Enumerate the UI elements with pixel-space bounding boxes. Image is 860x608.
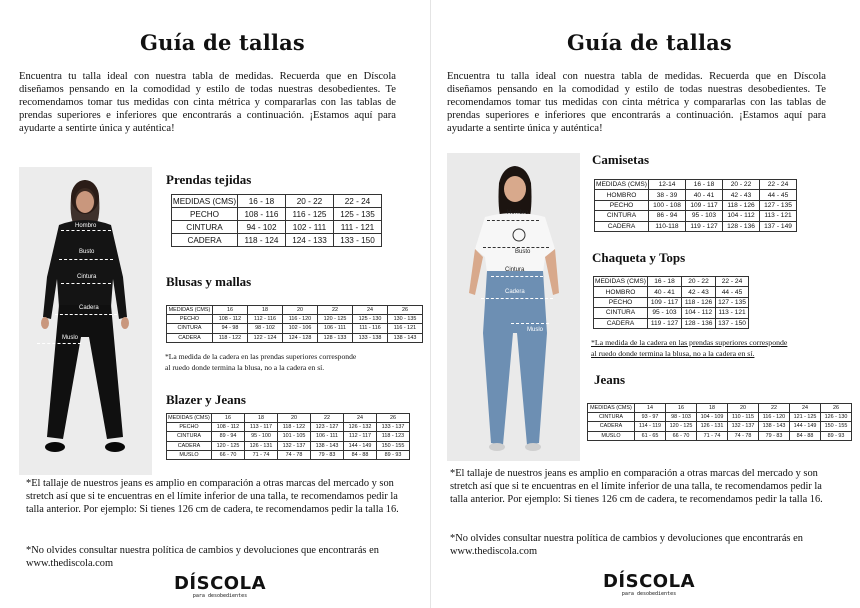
right-page — [431, 0, 860, 608]
size-range-cell: 144 - 149 — [790, 422, 821, 431]
table-header-cell: 22 — [311, 414, 344, 423]
table-header-row — [172, 195, 382, 208]
table-row — [588, 422, 852, 431]
size-range-cell: 98 - 102 — [248, 324, 283, 333]
measure-name-cell: CADERA — [588, 422, 635, 431]
tees-size-table — [594, 179, 797, 232]
size-range-cell: 113 - 117 — [245, 423, 278, 432]
thigh-line — [37, 343, 81, 344]
size-range-cell: 113 - 121 — [716, 308, 749, 318]
measure-name-cell: PECHO — [167, 315, 213, 324]
size-range-cell: 102 - 106 — [283, 324, 318, 333]
size-range-cell: 150 - 155 — [821, 422, 852, 431]
measure-name-cell: CINTURA — [594, 308, 648, 318]
table-header-cell: 20 — [278, 414, 311, 423]
size-range-cell: 111 - 121 — [334, 221, 382, 234]
size-range-cell: 133 - 150 — [334, 234, 382, 247]
blouses-note-line-1: *La medida de la cadera en las prendas superiores corresponde — [165, 352, 357, 361]
jeans-size-table — [587, 403, 852, 441]
size-range-cell: 100 - 108 — [649, 200, 686, 210]
table-row — [172, 234, 382, 247]
waist-line — [61, 283, 111, 284]
size-range-cell: 133 - 138 — [353, 333, 388, 342]
policy-footnote: *No olvides consultar nuestra política de cambios y devoluciones que encontrarás en www.thediscola.com — [26, 545, 379, 569]
discola-logo: DÍSCOLA para desobedientes — [173, 573, 266, 599]
size-range-cell: 102 - 111 — [286, 221, 334, 234]
table-header-row — [167, 414, 410, 423]
table-row — [167, 441, 410, 450]
intro-text: Encuentra tu talla ideal con nuestra tabla de medidas. Recuerda que en Díscola diseñamos pensando en la comodidad y estilo de todas nuestras desobedientes. Te recomendamos tomar tus medidas con cinta métrica y compararlas con las tablas de prendas superiores e inferiores que encontrarás a continuación. ¡Estamos aquí para ayudarte a sentirte única y auténtica! — [19, 71, 396, 134]
model-photo-black-outfit — [19, 167, 152, 475]
size-range-cell: 120 - 125 — [212, 441, 245, 450]
table-header-cell: MEDIDAS (CMS) — [172, 196, 237, 206]
size-range-cell: 127 - 135 — [716, 297, 749, 307]
measure-name-cell: CINTURA — [172, 221, 238, 234]
table-header-cell: 22 - 24 — [760, 180, 797, 190]
measure-name-cell: MUSLO — [588, 431, 635, 440]
blouses-size-table — [166, 305, 423, 343]
size-range-cell: 86 - 94 — [649, 211, 686, 221]
bust-line — [483, 247, 549, 248]
size-range-cell: 138 - 143 — [311, 441, 344, 450]
size-range-cell: 125 - 135 — [334, 208, 382, 221]
measure-name-cell: HOMBRO — [594, 287, 648, 297]
measure-name-cell: PECHO — [595, 200, 649, 210]
label-cintura: Cintura — [505, 267, 525, 273]
size-range-cell: 71 - 74 — [245, 450, 278, 459]
measure-name-cell: CADERA — [595, 221, 649, 231]
size-range-cell: 44 - 45 — [760, 190, 797, 200]
size-range-cell: 118 - 124 — [238, 234, 286, 247]
size-range-cell: 89 - 94 — [212, 432, 245, 441]
size-range-cell: 106 - 111 — [318, 324, 353, 333]
size-range-cell: 138 - 143 — [759, 422, 790, 431]
table-header-cell: MEDIDAS (CMS) — [596, 181, 647, 189]
measure-name-cell: PECHO — [167, 423, 212, 432]
size-range-cell: 137 - 149 — [760, 221, 797, 231]
table-row — [167, 450, 410, 459]
shoulder-line — [61, 230, 111, 231]
size-range-cell: 38 - 39 — [649, 190, 686, 200]
size-range-cell: 114 - 119 — [635, 422, 666, 431]
table-header-cell: 24 — [344, 414, 377, 423]
table-row — [594, 318, 749, 328]
size-range-cell: 61 - 65 — [635, 431, 666, 440]
table-header-cell: 16 — [213, 306, 248, 315]
size-range-cell: 127 - 135 — [760, 200, 797, 210]
size-range-cell: 126 - 130 — [821, 413, 852, 422]
size-range-cell: 133 - 137 — [377, 423, 410, 432]
intro-text: Encuentra tu talla ideal con nuestra tabla de medidas. Recuerda que en Díscola diseñamos pensando en la comodidad y estilo de todas nuestras desobedientes. Te recomendamos tomar tus medidas con cinta métrica y compararlas con las tablas de prendas superiores e inferiores que encontrarás a continuación. ¡Estamos aquí para ayudarte a sentirte única y auténtica! — [447, 71, 826, 134]
table-header-cell: 26 — [821, 404, 852, 413]
section-title-blouses: Blusas y mallas — [166, 274, 252, 289]
size-range-cell: 126 - 131 — [245, 441, 278, 450]
table-header-cell: 24 — [353, 306, 388, 315]
size-range-cell: 84 - 88 — [790, 431, 821, 440]
table-header-cell: MEDIDAS (CMS) — [168, 415, 210, 422]
table-header-cell: 16 - 18 — [648, 277, 682, 287]
size-range-cell: 95 - 103 — [648, 308, 682, 318]
size-range-cell: 94 - 102 — [238, 221, 286, 234]
measure-name-cell: CADERA — [167, 333, 213, 342]
measure-name-cell: CINTURA — [167, 324, 213, 333]
table-header-cell: MEDIDAS (CMS) — [167, 306, 213, 315]
table-header-row — [588, 404, 852, 413]
size-range-cell: 66 - 70 — [212, 450, 245, 459]
measure-name-cell: CADERA — [172, 234, 238, 247]
jeans-footnote: *El tallaje de nuestros jeans es amplio en comparación a otras marcas del mercado y son stretch así que si te encuentras en el límite inferior de una talla, te recomendamos pedir la talla anterior. Por ejemplo: Si tienes 126 cm de cadera, te recomendamos pedir la talla 16. — [450, 468, 823, 505]
table-row — [594, 287, 749, 297]
size-range-cell: 71 - 74 — [697, 431, 728, 440]
policy-footnote: *No olvides consultar nuestra política de cambios y devoluciones que encontrarás en www.thediscola.com — [450, 533, 803, 557]
size-range-cell: 74 - 78 — [278, 450, 311, 459]
size-range-cell: 116 - 121 — [388, 324, 423, 333]
size-range-cell: 44 - 45 — [716, 287, 749, 297]
table-header-cell: 20 - 22 — [682, 277, 716, 287]
size-range-cell: 109 - 117 — [686, 200, 723, 210]
table-header-cell: 24 — [790, 404, 821, 413]
measure-name-cell: CINTURA — [167, 432, 212, 441]
table-header-cell: 22 - 24 — [334, 195, 382, 208]
size-range-cell: 116 - 120 — [283, 315, 318, 324]
table-row — [167, 432, 410, 441]
size-range-cell: 40 - 41 — [648, 287, 682, 297]
table-header-cell: 26 — [377, 414, 410, 423]
table-row — [172, 208, 382, 221]
size-range-cell: 104 - 112 — [682, 308, 716, 318]
size-range-cell: 123 - 127 — [311, 423, 344, 432]
table-header-cell: 16 - 18 — [686, 180, 723, 190]
size-range-cell: 106 - 111 — [311, 432, 344, 441]
size-range-cell: 119 - 127 — [648, 318, 682, 328]
table-row — [595, 200, 797, 210]
size-range-cell: 128 - 136 — [723, 221, 760, 231]
jackets-note-line-1: *La medida de la cadera en las prendas superiores corresponde — [591, 338, 788, 347]
size-range-cell: 120 - 125 — [666, 422, 697, 431]
label-muslo: Muslo — [527, 327, 544, 333]
size-range-cell: 112 - 116 — [248, 315, 283, 324]
size-range-cell: 126 - 131 — [697, 422, 728, 431]
table-header-cell: 18 — [248, 306, 283, 315]
size-range-cell: 42 - 43 — [723, 190, 760, 200]
size-range-cell: 138 - 143 — [388, 333, 423, 342]
size-range-cell: 104 - 112 — [723, 211, 760, 221]
size-range-cell: 93 - 97 — [635, 413, 666, 422]
label-busto: Busto — [79, 249, 95, 255]
size-range-cell: 108 - 112 — [212, 423, 245, 432]
size-range-cell: 42 - 43 — [682, 287, 716, 297]
size-range-cell: 118 - 123 — [377, 432, 410, 441]
size-range-cell: 95 - 100 — [245, 432, 278, 441]
page-title: Guía de tallas — [567, 30, 732, 55]
size-range-cell: 98 - 103 — [666, 413, 697, 422]
table-header-cell: 22 - 24 — [716, 277, 749, 287]
size-range-cell: 128 - 133 — [318, 333, 353, 342]
table-header-cell: 18 — [697, 404, 728, 413]
size-range-cell: 89 - 93 — [821, 431, 852, 440]
size-range-cell: 119 - 127 — [686, 221, 723, 231]
size-range-cell: 111 - 116 — [353, 324, 388, 333]
table-row — [167, 324, 423, 333]
size-range-cell: 109 - 117 — [648, 297, 682, 307]
measure-name-cell: PECHO — [172, 208, 238, 221]
table-header-cell: 22 — [318, 306, 353, 315]
table-header-cell: 20 - 22 — [723, 180, 760, 190]
size-range-cell: 118 - 126 — [723, 200, 760, 210]
size-range-cell: 118 - 122 — [278, 423, 311, 432]
model-figure-icon — [19, 167, 152, 475]
table-row — [172, 221, 382, 234]
size-range-cell: 40 - 41 — [686, 190, 723, 200]
size-range-cell: 124 - 128 — [283, 333, 318, 342]
section-title-knit: Prendas tejidas — [166, 172, 252, 187]
table-header-cell: 16 - 18 — [238, 195, 286, 208]
table-row — [588, 431, 852, 440]
size-range-cell: 74 - 78 — [728, 431, 759, 440]
size-range-cell: 95 - 103 — [686, 211, 723, 221]
table-header-row — [167, 306, 423, 315]
size-range-cell: 130 - 135 — [388, 315, 423, 324]
table-header-cell: 16 — [212, 414, 245, 423]
table-row — [594, 297, 749, 307]
size-range-cell: 132 - 137 — [728, 422, 759, 431]
table-header-cell: 18 — [245, 414, 278, 423]
measure-name-cell: CADERA — [594, 318, 648, 328]
size-range-cell: 112 - 117 — [344, 432, 377, 441]
measure-name-cell: CINTURA — [595, 211, 649, 221]
page-title: Guía de tallas — [140, 30, 305, 55]
model-photo-jeans-outfit — [447, 153, 580, 461]
size-range-cell: 113 - 121 — [760, 211, 797, 221]
size-range-cell: 122 - 124 — [248, 333, 283, 342]
table-row — [595, 221, 797, 231]
section-title-tees: Camisetas — [592, 152, 650, 167]
jackets-note-line-2: al ruedo donde termina la blusa, no a la cadera en sí. — [591, 349, 755, 358]
blouses-note-line-2: al ruedo donde termina la blusa, no a la cadera en sí. — [165, 363, 325, 372]
size-range-cell: 116 - 125 — [286, 208, 334, 221]
size-range-cell: 89 - 93 — [377, 450, 410, 459]
size-range-cell: 116 - 120 — [759, 413, 790, 422]
hip-line — [481, 298, 553, 299]
size-range-cell: 137 - 150 — [716, 318, 749, 328]
size-range-cell: 79 - 83 — [759, 431, 790, 440]
section-title-jackets: Chaqueta y Tops — [592, 250, 686, 265]
table-header-cell: 20 — [283, 306, 318, 315]
size-range-cell: 118 - 122 — [213, 333, 248, 342]
size-range-cell: 110 - 115 — [728, 413, 759, 422]
label-cintura: Cintura — [77, 274, 97, 280]
size-range-cell: 128 - 136 — [682, 318, 716, 328]
size-range-cell: 101 - 105 — [278, 432, 311, 441]
measure-name-cell: PECHO — [594, 297, 648, 307]
shoulder-line — [487, 220, 539, 221]
size-range-cell: 84 - 88 — [344, 450, 377, 459]
knit-size-table — [171, 194, 382, 247]
measure-name-cell: CADERA — [167, 441, 212, 450]
size-range-cell: 94 - 98 — [213, 324, 248, 333]
size-range-cell: 120 - 125 — [318, 315, 353, 324]
size-range-cell: 79 - 83 — [311, 450, 344, 459]
waist-line — [491, 276, 543, 277]
jackets-size-table — [593, 276, 749, 329]
measure-name-cell: HOMBRO — [595, 190, 649, 200]
bust-line — [59, 259, 113, 260]
size-range-cell: 150 - 155 — [377, 441, 410, 450]
size-range-cell: 108 - 116 — [238, 208, 286, 221]
table-header-cell: 14 — [635, 404, 666, 413]
size-range-cell: 144 - 149 — [344, 441, 377, 450]
section-title-blazer: Blazer y Jeans — [166, 392, 246, 407]
table-header-cell: MEDIDAS (CMS) — [595, 278, 646, 286]
hip-line — [55, 314, 117, 315]
table-header-cell: 16 — [666, 404, 697, 413]
size-range-cell: 110-118 — [649, 221, 686, 231]
table-header-cell: 20 — [728, 404, 759, 413]
table-header-cell: 20 - 22 — [286, 195, 334, 208]
size-range-cell: 125 - 130 — [353, 315, 388, 324]
label-cadera: Cadera — [505, 289, 525, 295]
table-row — [167, 315, 423, 324]
table-row — [167, 333, 423, 342]
table-header-cell: 12-14 — [649, 180, 686, 190]
label-muslo: Muslo — [62, 335, 79, 341]
jeans-footnote: *El tallaje de nuestros jeans es amplio en comparación a otras marcas del mercado y son stretch así que si te encuentras en el límite inferior de una talla, te recomendamos pedir la talla anterior. Por ejemplo: Si tienes 126 cm de cadera, te recomendamos pedir la talla 16. — [26, 478, 399, 515]
table-header-cell: 26 — [388, 306, 423, 315]
thigh-line — [511, 323, 549, 324]
size-range-cell: 104 - 109 — [697, 413, 728, 422]
table-row — [594, 308, 749, 318]
size-range-cell: 118 - 126 — [682, 297, 716, 307]
table-header-cell: MEDIDAS (CMS) — [588, 404, 635, 413]
label-hombro: Hombro — [75, 223, 97, 229]
size-range-cell: 126 - 132 — [344, 423, 377, 432]
table-header-row — [595, 180, 797, 190]
table-row — [588, 413, 852, 422]
blazer-jeans-size-table — [166, 413, 410, 460]
size-range-cell: 108 - 112 — [213, 315, 248, 324]
table-row — [167, 423, 410, 432]
label-busto: Busto — [515, 249, 531, 255]
table-row — [595, 211, 797, 221]
size-range-cell: 132 - 137 — [278, 441, 311, 450]
discola-logo: DÍSCOLA para desobedientes — [602, 571, 695, 597]
measure-name-cell: CINTURA — [588, 413, 635, 422]
table-header-cell: 22 — [759, 404, 790, 413]
size-range-cell: 121 - 125 — [790, 413, 821, 422]
size-range-cell: 66 - 70 — [666, 431, 697, 440]
size-range-cell: 124 - 133 — [286, 234, 334, 247]
model-figure-icon — [447, 153, 580, 461]
table-header-row — [594, 277, 749, 287]
label-cadera: Cadera — [79, 305, 99, 311]
measure-name-cell: MUSLO — [167, 450, 212, 459]
section-title-jeans: Jeans — [594, 372, 626, 387]
table-row — [595, 190, 797, 200]
label-hombro: Hombro — [507, 210, 529, 216]
